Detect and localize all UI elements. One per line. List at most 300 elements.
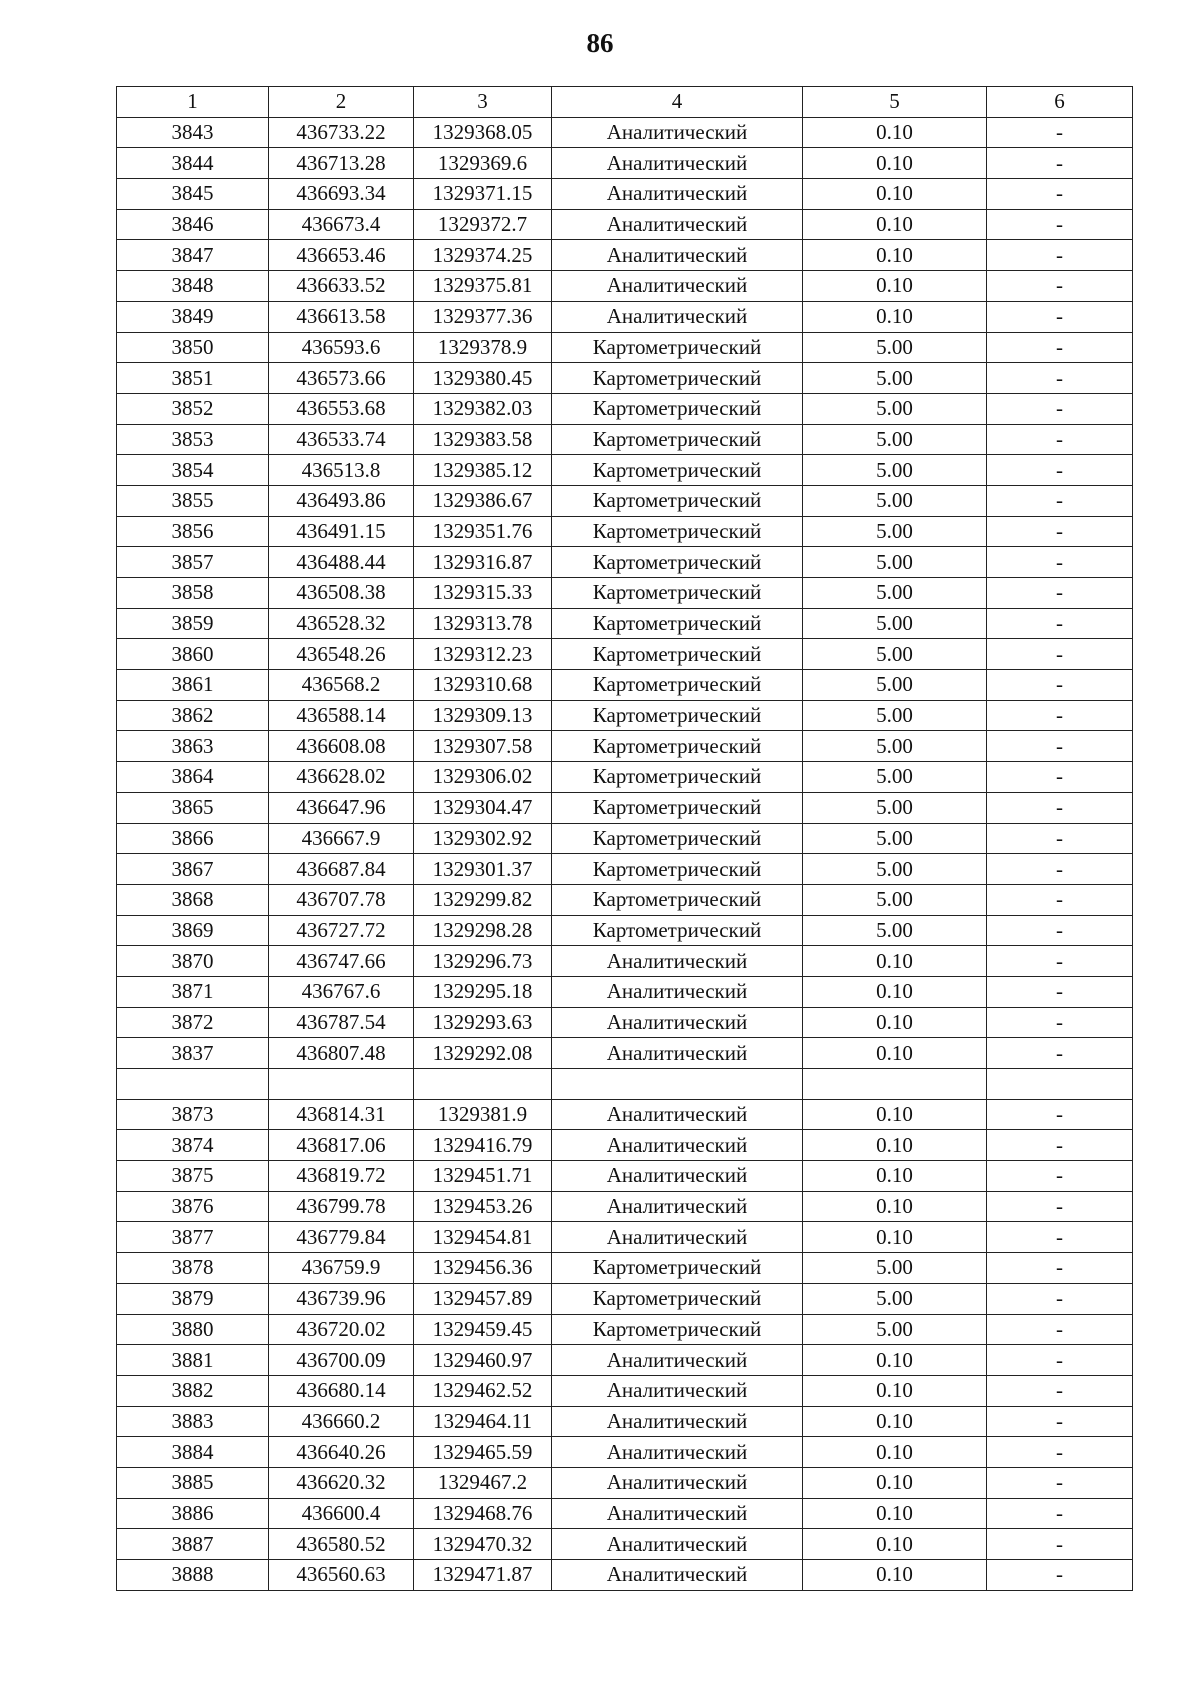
y-coordinate-cell: 1329312.23 bbox=[414, 639, 552, 670]
method-cell: Аналитический bbox=[552, 1406, 803, 1437]
note-cell: - bbox=[987, 946, 1133, 977]
method-cell: Аналитический bbox=[552, 1130, 803, 1161]
x-coordinate-cell: 436707.78 bbox=[269, 884, 414, 915]
point-number-cell: 3846 bbox=[117, 209, 269, 240]
method-cell: Картометрический bbox=[552, 700, 803, 731]
table-row bbox=[117, 823, 1133, 854]
note-cell: - bbox=[987, 271, 1133, 302]
y-coordinate-cell: 1329467.2 bbox=[414, 1467, 552, 1498]
method-cell: Картометрический bbox=[552, 1253, 803, 1284]
y-coordinate-cell: 1329313.78 bbox=[414, 608, 552, 639]
accuracy-cell: 5.00 bbox=[803, 700, 987, 731]
x-coordinate-cell: 436739.96 bbox=[269, 1283, 414, 1314]
method-cell: Картометрический bbox=[552, 393, 803, 424]
table-row bbox=[117, 1253, 1133, 1284]
note-cell: - bbox=[987, 179, 1133, 210]
note-cell: - bbox=[987, 1529, 1133, 1560]
x-coordinate-cell: 436488.44 bbox=[269, 547, 414, 578]
table-row bbox=[117, 915, 1133, 946]
method-cell: Картометрический bbox=[552, 485, 803, 516]
point-number-cell: 3859 bbox=[117, 608, 269, 639]
point-number-cell: 3875 bbox=[117, 1161, 269, 1192]
table-row bbox=[117, 578, 1133, 609]
accuracy-cell: 0.10 bbox=[803, 1560, 987, 1591]
y-coordinate-cell: 1329454.81 bbox=[414, 1222, 552, 1253]
x-coordinate-cell: 436667.9 bbox=[269, 823, 414, 854]
x-coordinate-cell: 436727.72 bbox=[269, 915, 414, 946]
y-coordinate-cell: 1329292.08 bbox=[414, 1038, 552, 1069]
point-number-cell: 3869 bbox=[117, 915, 269, 946]
note-cell: - bbox=[987, 1314, 1133, 1345]
x-coordinate-cell: 436548.26 bbox=[269, 639, 414, 670]
header-cell-3: 3 bbox=[414, 87, 552, 118]
header-row bbox=[117, 87, 1133, 118]
table-row bbox=[117, 148, 1133, 179]
accuracy-cell: 5.00 bbox=[803, 731, 987, 762]
accuracy-cell: 5.00 bbox=[803, 608, 987, 639]
point-number-cell: 3856 bbox=[117, 516, 269, 547]
y-coordinate-cell: 1329462.52 bbox=[414, 1375, 552, 1406]
accuracy-cell: 0.10 bbox=[803, 1529, 987, 1560]
x-coordinate-cell: 436767.6 bbox=[269, 976, 414, 1007]
x-coordinate-cell: 436553.68 bbox=[269, 393, 414, 424]
table-row bbox=[117, 1099, 1133, 1130]
point-number-cell: 3882 bbox=[117, 1375, 269, 1406]
accuracy-cell: 0.10 bbox=[803, 1222, 987, 1253]
point-number-cell: 3880 bbox=[117, 1314, 269, 1345]
y-coordinate-cell: 1329316.87 bbox=[414, 547, 552, 578]
x-coordinate-cell: 436491.15 bbox=[269, 516, 414, 547]
x-coordinate-cell: 436533.74 bbox=[269, 424, 414, 455]
method-cell: Картометрический bbox=[552, 639, 803, 670]
table-row bbox=[117, 1222, 1133, 1253]
table-row bbox=[117, 1069, 1133, 1100]
table-row bbox=[117, 271, 1133, 302]
note-cell: - bbox=[987, 608, 1133, 639]
point-number-cell: 3887 bbox=[117, 1529, 269, 1560]
point-number-cell: 3850 bbox=[117, 332, 269, 363]
accuracy-cell: 5.00 bbox=[803, 1253, 987, 1284]
table-row bbox=[117, 455, 1133, 486]
method-cell: Аналитический bbox=[552, 117, 803, 148]
point-number-cell: 3866 bbox=[117, 823, 269, 854]
y-coordinate-cell: 1329368.05 bbox=[414, 117, 552, 148]
note-cell: - bbox=[987, 148, 1133, 179]
point-number-cell: 3862 bbox=[117, 700, 269, 731]
table-row bbox=[117, 179, 1133, 210]
accuracy-cell: 0.10 bbox=[803, 1437, 987, 1468]
note-cell: - bbox=[987, 455, 1133, 486]
table-row bbox=[117, 1345, 1133, 1376]
y-coordinate-cell: 1329372.7 bbox=[414, 209, 552, 240]
accuracy-cell: 0.10 bbox=[803, 946, 987, 977]
table-row bbox=[117, 547, 1133, 578]
table-row bbox=[117, 854, 1133, 885]
point-number-cell: 3878 bbox=[117, 1253, 269, 1284]
x-coordinate-cell: 436660.2 bbox=[269, 1406, 414, 1437]
table-row bbox=[117, 1038, 1133, 1069]
y-coordinate-cell: 1329295.18 bbox=[414, 976, 552, 1007]
header-cell-4: 4 bbox=[552, 87, 803, 118]
point-number-cell: 3849 bbox=[117, 301, 269, 332]
note-cell: - bbox=[987, 884, 1133, 915]
point-number-cell: 3855 bbox=[117, 485, 269, 516]
note-cell: - bbox=[987, 1099, 1133, 1130]
accuracy-cell: 0.10 bbox=[803, 179, 987, 210]
point-number-cell: 3851 bbox=[117, 363, 269, 394]
table-row bbox=[117, 1467, 1133, 1498]
table-row bbox=[117, 639, 1133, 670]
x-coordinate-cell: 436720.02 bbox=[269, 1314, 414, 1345]
x-coordinate-cell: 436568.2 bbox=[269, 670, 414, 701]
point-number-cell: 3847 bbox=[117, 240, 269, 271]
y-coordinate-cell: 1329369.6 bbox=[414, 148, 552, 179]
table-row bbox=[117, 332, 1133, 363]
note-cell: - bbox=[987, 516, 1133, 547]
point-number-cell: 3844 bbox=[117, 148, 269, 179]
table-row bbox=[117, 1007, 1133, 1038]
x-coordinate-cell: 436513.8 bbox=[269, 455, 414, 486]
x-coordinate-cell: 436573.66 bbox=[269, 363, 414, 394]
y-coordinate-cell: 1329453.26 bbox=[414, 1191, 552, 1222]
y-coordinate-cell: 1329465.59 bbox=[414, 1437, 552, 1468]
accuracy-cell: 5.00 bbox=[803, 547, 987, 578]
page-number: 86 bbox=[586, 28, 614, 58]
accuracy-cell: 0.10 bbox=[803, 1375, 987, 1406]
method-cell: Картометрический bbox=[552, 608, 803, 639]
method-cell: Аналитический bbox=[552, 976, 803, 1007]
table-row bbox=[117, 1498, 1133, 1529]
x-coordinate-cell bbox=[269, 1069, 414, 1100]
y-coordinate-cell: 1329299.82 bbox=[414, 884, 552, 915]
x-coordinate-cell: 436680.14 bbox=[269, 1375, 414, 1406]
accuracy-cell: 0.10 bbox=[803, 271, 987, 302]
y-coordinate-cell: 1329459.45 bbox=[414, 1314, 552, 1345]
note-cell: - bbox=[987, 393, 1133, 424]
point-number-cell: 3868 bbox=[117, 884, 269, 915]
y-coordinate-cell: 1329307.58 bbox=[414, 731, 552, 762]
header-cell-2: 2 bbox=[269, 87, 414, 118]
note-cell: - bbox=[987, 240, 1133, 271]
note-cell: - bbox=[987, 762, 1133, 793]
x-coordinate-cell: 436640.26 bbox=[269, 1437, 414, 1468]
x-coordinate-cell: 436628.02 bbox=[269, 762, 414, 793]
y-coordinate-cell: 1329351.76 bbox=[414, 516, 552, 547]
table-row bbox=[117, 792, 1133, 823]
y-coordinate-cell: 1329301.37 bbox=[414, 854, 552, 885]
accuracy-cell: 0.10 bbox=[803, 976, 987, 1007]
point-number-cell: 3853 bbox=[117, 424, 269, 455]
point-number-cell: 3881 bbox=[117, 1345, 269, 1376]
accuracy-cell: 5.00 bbox=[803, 485, 987, 516]
y-coordinate-cell: 1329451.71 bbox=[414, 1161, 552, 1192]
coordinates-table bbox=[116, 86, 1133, 1591]
y-coordinate-cell: 1329296.73 bbox=[414, 946, 552, 977]
accuracy-cell: 5.00 bbox=[803, 332, 987, 363]
y-coordinate-cell: 1329293.63 bbox=[414, 1007, 552, 1038]
table-row bbox=[117, 976, 1133, 1007]
x-coordinate-cell: 436560.63 bbox=[269, 1560, 414, 1591]
point-number-cell: 3837 bbox=[117, 1038, 269, 1069]
note-cell: - bbox=[987, 1467, 1133, 1498]
table-row bbox=[117, 363, 1133, 394]
x-coordinate-cell: 436693.34 bbox=[269, 179, 414, 210]
y-coordinate-cell: 1329304.47 bbox=[414, 792, 552, 823]
note-cell: - bbox=[987, 301, 1133, 332]
accuracy-cell: 5.00 bbox=[803, 884, 987, 915]
point-number-cell: 3848 bbox=[117, 271, 269, 302]
accuracy-cell: 5.00 bbox=[803, 1283, 987, 1314]
method-cell: Аналитический bbox=[552, 1222, 803, 1253]
x-coordinate-cell: 436779.84 bbox=[269, 1222, 414, 1253]
note-cell: - bbox=[987, 1345, 1133, 1376]
method-cell: Аналитический bbox=[552, 1161, 803, 1192]
x-coordinate-cell: 436653.46 bbox=[269, 240, 414, 271]
note-cell: - bbox=[987, 1283, 1133, 1314]
note-cell: - bbox=[987, 1222, 1133, 1253]
x-coordinate-cell: 436508.38 bbox=[269, 578, 414, 609]
method-cell: Картометрический bbox=[552, 884, 803, 915]
method-cell: Картометрический bbox=[552, 1314, 803, 1345]
method-cell: Картометрический bbox=[552, 915, 803, 946]
note-cell: - bbox=[987, 854, 1133, 885]
x-coordinate-cell: 436733.22 bbox=[269, 117, 414, 148]
table-row bbox=[117, 1406, 1133, 1437]
y-coordinate-cell: 1329315.33 bbox=[414, 578, 552, 609]
accuracy-cell: 0.10 bbox=[803, 301, 987, 332]
accuracy-cell: 0.10 bbox=[803, 1406, 987, 1437]
method-cell bbox=[552, 1069, 803, 1100]
x-coordinate-cell: 436713.28 bbox=[269, 148, 414, 179]
accuracy-cell: 0.10 bbox=[803, 1161, 987, 1192]
header-cell-1: 1 bbox=[117, 87, 269, 118]
note-cell: - bbox=[987, 731, 1133, 762]
point-number-cell: 3860 bbox=[117, 639, 269, 670]
accuracy-cell: 5.00 bbox=[803, 1314, 987, 1345]
note-cell: - bbox=[987, 1437, 1133, 1468]
method-cell: Картометрический bbox=[552, 1283, 803, 1314]
table-row bbox=[117, 240, 1133, 271]
note-cell: - bbox=[987, 1161, 1133, 1192]
note-cell: - bbox=[987, 1406, 1133, 1437]
y-coordinate-cell: 1329377.36 bbox=[414, 301, 552, 332]
accuracy-cell: 0.10 bbox=[803, 117, 987, 148]
y-coordinate-cell: 1329371.15 bbox=[414, 179, 552, 210]
method-cell: Картометрический bbox=[552, 823, 803, 854]
table-row bbox=[117, 762, 1133, 793]
y-coordinate-cell: 1329386.67 bbox=[414, 485, 552, 516]
point-number-cell: 3872 bbox=[117, 1007, 269, 1038]
note-cell: - bbox=[987, 1560, 1133, 1591]
point-number-cell: 3885 bbox=[117, 1467, 269, 1498]
accuracy-cell: 0.10 bbox=[803, 1191, 987, 1222]
accuracy-cell: 5.00 bbox=[803, 363, 987, 394]
method-cell: Аналитический bbox=[552, 1007, 803, 1038]
y-coordinate-cell: 1329460.97 bbox=[414, 1345, 552, 1376]
table-row bbox=[117, 1191, 1133, 1222]
note-cell: - bbox=[987, 823, 1133, 854]
table-row bbox=[117, 1560, 1133, 1591]
method-cell: Картометрический bbox=[552, 792, 803, 823]
table-row bbox=[117, 1130, 1133, 1161]
accuracy-cell: 5.00 bbox=[803, 762, 987, 793]
point-number-cell: 3858 bbox=[117, 578, 269, 609]
y-coordinate-cell: 1329310.68 bbox=[414, 670, 552, 701]
y-coordinate-cell: 1329385.12 bbox=[414, 455, 552, 486]
accuracy-cell: 0.10 bbox=[803, 1345, 987, 1376]
point-number-cell: 3873 bbox=[117, 1099, 269, 1130]
header-cell-6: 6 bbox=[987, 87, 1133, 118]
note-cell: - bbox=[987, 209, 1133, 240]
method-cell: Аналитический bbox=[552, 946, 803, 977]
accuracy-cell: 0.10 bbox=[803, 1467, 987, 1498]
y-coordinate-cell bbox=[414, 1069, 552, 1100]
note-cell: - bbox=[987, 1375, 1133, 1406]
y-coordinate-cell: 1329374.25 bbox=[414, 240, 552, 271]
method-cell: Аналитический bbox=[552, 1498, 803, 1529]
point-number-cell: 3845 bbox=[117, 179, 269, 210]
method-cell: Картометрический bbox=[552, 670, 803, 701]
note-cell: - bbox=[987, 639, 1133, 670]
x-coordinate-cell: 436747.66 bbox=[269, 946, 414, 977]
point-number-cell: 3857 bbox=[117, 547, 269, 578]
method-cell: Аналитический bbox=[552, 1560, 803, 1591]
method-cell: Аналитический bbox=[552, 301, 803, 332]
point-number-cell: 3884 bbox=[117, 1437, 269, 1468]
point-number-cell: 3883 bbox=[117, 1406, 269, 1437]
y-coordinate-cell: 1329470.32 bbox=[414, 1529, 552, 1560]
method-cell: Аналитический bbox=[552, 271, 803, 302]
note-cell: - bbox=[987, 1253, 1133, 1284]
table-body bbox=[117, 117, 1133, 1590]
accuracy-cell: 0.10 bbox=[803, 1498, 987, 1529]
note-cell: - bbox=[987, 424, 1133, 455]
y-coordinate-cell: 1329309.13 bbox=[414, 700, 552, 731]
table-row bbox=[117, 1375, 1133, 1406]
method-cell: Картометрический bbox=[552, 516, 803, 547]
accuracy-cell: 5.00 bbox=[803, 670, 987, 701]
table-row bbox=[117, 209, 1133, 240]
method-cell: Аналитический bbox=[552, 1467, 803, 1498]
y-coordinate-cell: 1329382.03 bbox=[414, 393, 552, 424]
x-coordinate-cell: 436580.52 bbox=[269, 1529, 414, 1560]
note-cell: - bbox=[987, 1038, 1133, 1069]
note-cell: - bbox=[987, 700, 1133, 731]
x-coordinate-cell: 436759.9 bbox=[269, 1253, 414, 1284]
note-cell: - bbox=[987, 547, 1133, 578]
accuracy-cell: 0.10 bbox=[803, 1007, 987, 1038]
y-coordinate-cell: 1329306.02 bbox=[414, 762, 552, 793]
point-number-cell: 3870 bbox=[117, 946, 269, 977]
method-cell: Аналитический bbox=[552, 1529, 803, 1560]
table-row bbox=[117, 301, 1133, 332]
x-coordinate-cell: 436633.52 bbox=[269, 271, 414, 302]
table-row bbox=[117, 731, 1133, 762]
note-cell: - bbox=[987, 792, 1133, 823]
table-row bbox=[117, 700, 1133, 731]
x-coordinate-cell: 436647.96 bbox=[269, 792, 414, 823]
method-cell: Аналитический bbox=[552, 1099, 803, 1130]
note-cell: - bbox=[987, 1191, 1133, 1222]
accuracy-cell: 0.10 bbox=[803, 148, 987, 179]
table-row bbox=[117, 670, 1133, 701]
method-cell: Картометрический bbox=[552, 762, 803, 793]
table-row bbox=[117, 1529, 1133, 1560]
y-coordinate-cell: 1329381.9 bbox=[414, 1099, 552, 1130]
accuracy-cell bbox=[803, 1069, 987, 1100]
x-coordinate-cell: 436588.14 bbox=[269, 700, 414, 731]
table-row bbox=[117, 1314, 1133, 1345]
point-number-cell bbox=[117, 1069, 269, 1100]
note-cell: - bbox=[987, 1007, 1133, 1038]
note-cell: - bbox=[987, 1498, 1133, 1529]
method-cell: Картометрический bbox=[552, 424, 803, 455]
table-row bbox=[117, 946, 1133, 977]
accuracy-cell: 0.10 bbox=[803, 1038, 987, 1069]
note-cell: - bbox=[987, 332, 1133, 363]
x-coordinate-cell: 436819.72 bbox=[269, 1161, 414, 1192]
table-row bbox=[117, 117, 1133, 148]
point-number-cell: 3843 bbox=[117, 117, 269, 148]
x-coordinate-cell: 436493.86 bbox=[269, 485, 414, 516]
y-coordinate-cell: 1329298.28 bbox=[414, 915, 552, 946]
x-coordinate-cell: 436807.48 bbox=[269, 1038, 414, 1069]
point-number-cell: 3874 bbox=[117, 1130, 269, 1161]
accuracy-cell: 0.10 bbox=[803, 240, 987, 271]
note-cell: - bbox=[987, 670, 1133, 701]
y-coordinate-cell: 1329464.11 bbox=[414, 1406, 552, 1437]
x-coordinate-cell: 436814.31 bbox=[269, 1099, 414, 1130]
point-number-cell: 3867 bbox=[117, 854, 269, 885]
x-coordinate-cell: 436687.84 bbox=[269, 854, 414, 885]
method-cell: Картометрический bbox=[552, 455, 803, 486]
accuracy-cell: 5.00 bbox=[803, 823, 987, 854]
accuracy-cell: 5.00 bbox=[803, 854, 987, 885]
method-cell: Аналитический bbox=[552, 209, 803, 240]
point-number-cell: 3863 bbox=[117, 731, 269, 762]
y-coordinate-cell: 1329383.58 bbox=[414, 424, 552, 455]
accuracy-cell: 5.00 bbox=[803, 424, 987, 455]
table-row bbox=[117, 884, 1133, 915]
accuracy-cell: 5.00 bbox=[803, 455, 987, 486]
x-coordinate-cell: 436620.32 bbox=[269, 1467, 414, 1498]
table-row bbox=[117, 1283, 1133, 1314]
accuracy-cell: 5.00 bbox=[803, 393, 987, 424]
method-cell: Аналитический bbox=[552, 179, 803, 210]
x-coordinate-cell: 436528.32 bbox=[269, 608, 414, 639]
y-coordinate-cell: 1329457.89 bbox=[414, 1283, 552, 1314]
y-coordinate-cell: 1329302.92 bbox=[414, 823, 552, 854]
point-number-cell: 3876 bbox=[117, 1191, 269, 1222]
y-coordinate-cell: 1329456.36 bbox=[414, 1253, 552, 1284]
x-coordinate-cell: 436700.09 bbox=[269, 1345, 414, 1376]
point-number-cell: 3865 bbox=[117, 792, 269, 823]
accuracy-cell: 5.00 bbox=[803, 578, 987, 609]
note-cell: - bbox=[987, 976, 1133, 1007]
point-number-cell: 3877 bbox=[117, 1222, 269, 1253]
note-cell: - bbox=[987, 363, 1133, 394]
x-coordinate-cell: 436817.06 bbox=[269, 1130, 414, 1161]
method-cell: Аналитический bbox=[552, 1345, 803, 1376]
point-number-cell: 3852 bbox=[117, 393, 269, 424]
note-cell: - bbox=[987, 117, 1133, 148]
table-row bbox=[117, 516, 1133, 547]
accuracy-cell: 5.00 bbox=[803, 516, 987, 547]
header-cell-5: 5 bbox=[803, 87, 987, 118]
table-row bbox=[117, 393, 1133, 424]
x-coordinate-cell: 436613.58 bbox=[269, 301, 414, 332]
method-cell: Аналитический bbox=[552, 1437, 803, 1468]
